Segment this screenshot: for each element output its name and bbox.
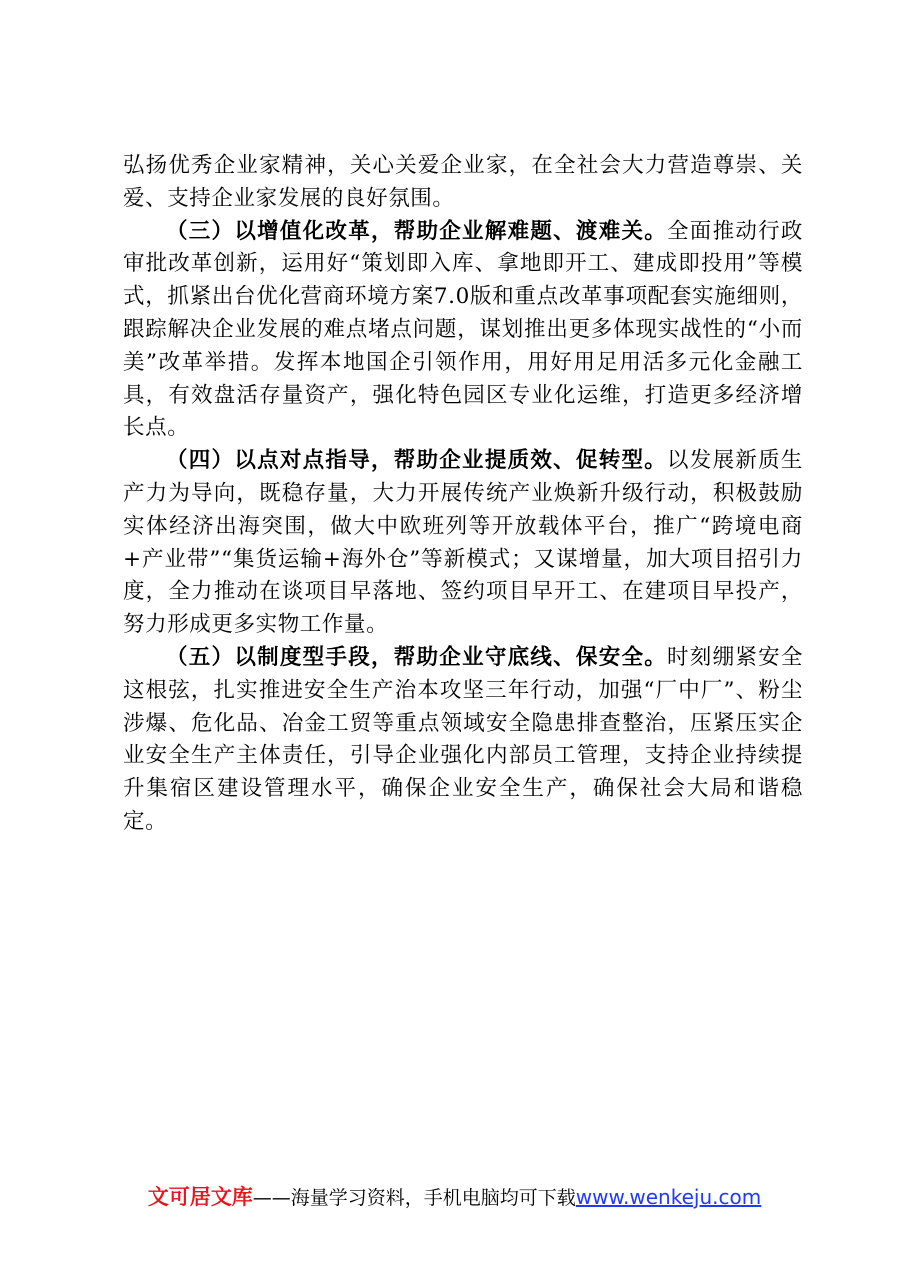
footer-tagline: ——海量学习资料，手机电脑均可下载	[252, 1187, 576, 1209]
paragraph-text: 以发展新质生产力为导向，既稳存量，大力开展传统产业焕新升级行动，积极鼓励实体经济出海突围，做大中欧班列等开放载体平台，推广“跨境电商+产业带”“集货运输+海外仓”等新模式；又谋增量，加大项目招引力度，全力推动在谈项目早落地、签约项目早开工、在建项目早投产，努力形成更多实物工作量。	[123, 448, 804, 638]
paragraph-section-4	[123, 445, 803, 642]
brand-name: 文可居文库	[147, 1185, 253, 1209]
section-heading: （五）以制度型手段，帮助企业守底线、保安全。	[166, 644, 668, 670]
page-footer	[0, 1183, 909, 1212]
section-heading: （三）以增值化改革，帮助企业解难题、渡难关。	[166, 218, 668, 244]
section-heading: （四）以点对点指导，帮助企业提质效、促转型。	[166, 448, 668, 474]
paragraph-continuation	[123, 150, 803, 216]
paragraph-section-3	[123, 216, 803, 446]
paragraph-text: 时刻绷紧安全这根弦，扎实推进安全生产治本攻坚三年行动，加强“厂中厂”、粉尘涉爆、危化品、冶金工贸等重点领域安全隐患排查整治，压紧压实企业安全生产主体责任，引导企业强化内部员工管理，支持企业持续提升集宿区建设管理水平，确保企业安全生产，确保社会大局和谐稳定。	[123, 644, 804, 834]
paragraph-text: 弘扬优秀企业家精神，关心关爱企业家，在全社会大力营造尊崇、关爱、支持企业家发展的良好氛围。	[123, 153, 803, 211]
website-link[interactable]: www.wenkeju.com	[575, 1185, 762, 1209]
paragraph-section-5	[123, 642, 803, 839]
document-body	[123, 150, 803, 839]
paragraph-text: 全面推动行政审批改革创新，运用好“策划即入库、拿地即开工、建成即投用”等模式，抓紧出台优化营商环境方案7.0版和重点改革事项配套实施细则，跟踪解决企业发展的难点堵点问题，谋划推出更多体现实战性的“小而美”改革举措。发挥本地国企引领作用，用好用足用活多元化金融工具，有效盘活存量资产，强化特色园区专业化运维，打造更多经济增长点。	[123, 218, 804, 441]
